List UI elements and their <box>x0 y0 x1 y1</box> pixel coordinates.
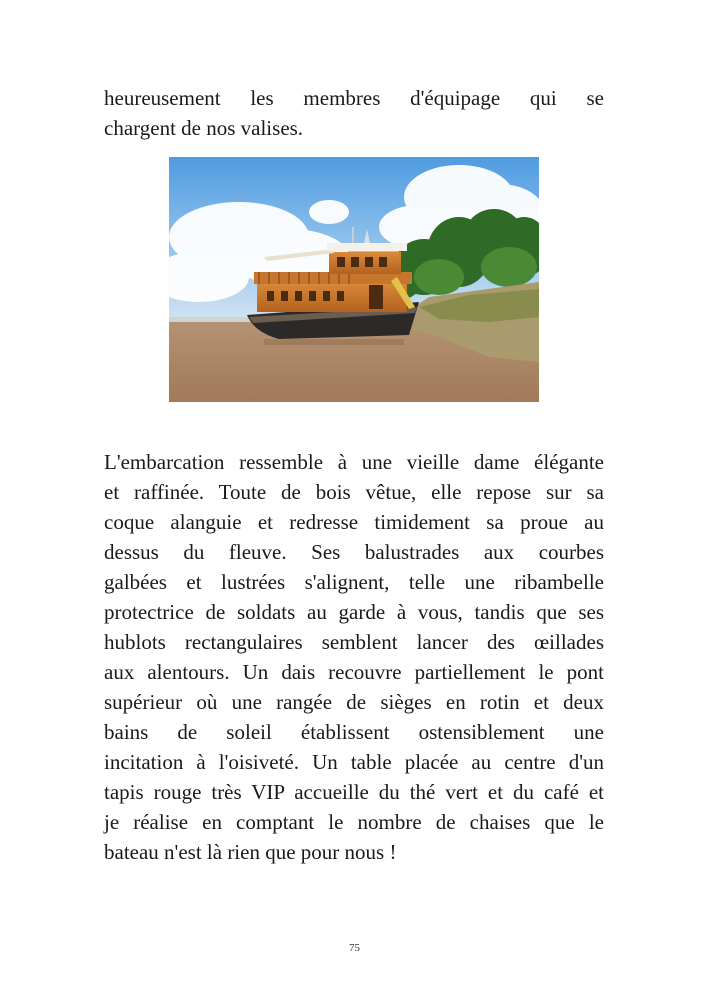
text-line: protectrice de soldats au garde à vous, tandis que ses <box>104 600 604 624</box>
page-number: 75 <box>349 942 360 954</box>
text-line: aux alentours. Un dais recouvre partiellement le pont <box>104 660 604 684</box>
text-line: chargent de nos valises. <box>104 116 304 140</box>
paragraph-continuation <box>104 83 604 143</box>
text-line: je réalise en comptant le nombre de chaises que le <box>104 810 604 834</box>
text-line: dessus du fleuve. Ses balustrades aux courbes <box>104 540 604 564</box>
text-line: supérieur où une rangée de sièges en rotin et deux <box>104 690 604 714</box>
text-line: hublots rectangulaires semblent lancer des œillades <box>104 630 604 654</box>
riverboat-photo <box>169 157 539 402</box>
text-line: et raffinée. Toute de bois vêtue, elle repose sur sa <box>104 480 604 504</box>
paragraph-description <box>104 447 604 867</box>
text-line: bains de soleil établissent ostensiblement une <box>104 720 604 744</box>
text-line: heureusement les membres d'équipage qui se <box>104 86 604 110</box>
text-line: coque alanguie et redresse timidement sa proue au <box>104 510 604 534</box>
text-line: L'embarcation ressemble à une vieille dame élégante <box>104 450 604 474</box>
text-line: tapis rouge très VIP accueille du thé vert et du café et <box>104 780 604 804</box>
text-line: incitation à l'oisiveté. Un table placée au centre d'un <box>104 750 604 774</box>
text-line: galbées et lustrées s'alignent, telle une ribambelle <box>104 570 604 594</box>
text-line: bateau n'est là rien que pour nous ! <box>104 840 397 864</box>
